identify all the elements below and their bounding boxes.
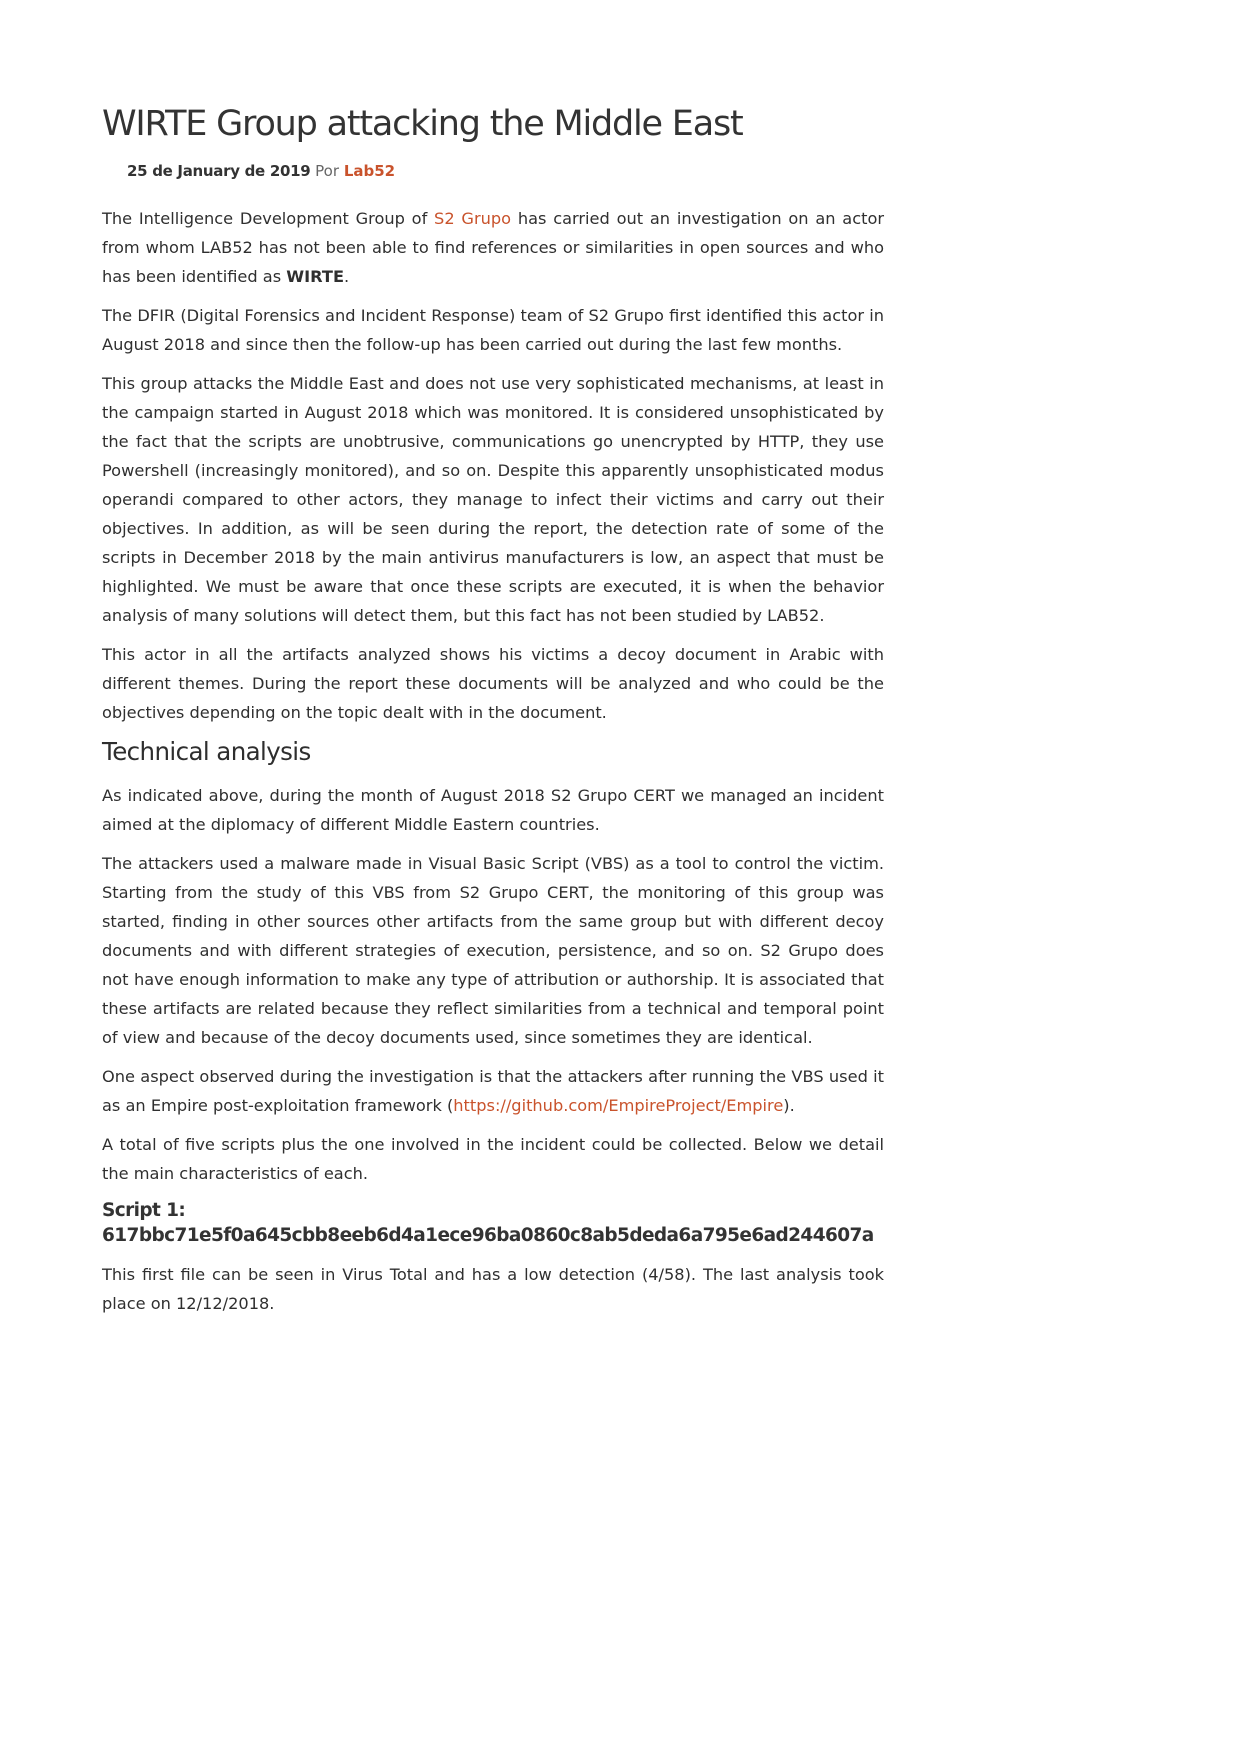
script-1-label: Script 1: [102, 1200, 186, 1221]
script-1-hash: 617bbc71e5f0a645cbb8eeb6d4a1ece96ba0860c8ab5deda6a795e6ad244607a [102, 1225, 874, 1246]
empire-github-link[interactable]: https://github.com/EmpireProject/Empire [453, 1096, 784, 1115]
wirte-bold: WIRTE [286, 267, 344, 286]
p7-text-after: ). [783, 1096, 795, 1115]
paragraph-virus-total: This first file can be seen in Virus Total and has a low detection (4/58). The last analysis took place on 12/12/2018. [102, 1265, 884, 1313]
paragraph-malware-vbs: The attackers used a malware made in Visual Basic Script (VBS) as a tool to control the victim. Starting from the study of this VBS from S2 Grupo CERT, the monitoring of this group was started, finding in other sources other artifacts from the same group but with different decoy documents and with different strategies of execution, persistence, and so on. S2 Grupo does not have enough information to make any type of attribution or authorship. It is associated that these artifacts are related because they reflect similarities from a technical and temporal point of view and because of the decoy documents used, since sometimes they are identical. [102, 854, 884, 1047]
byline-prefix: Por [315, 162, 340, 180]
article [102, 98, 884, 1328]
s2-grupo-link[interactable]: S2 Grupo [434, 209, 512, 228]
article-date: 25 de January de 2019 [127, 162, 311, 180]
script-1-heading [102, 1198, 884, 1248]
paragraph-scripts-total: A total of five scripts plus the one involved in the incident could be collected. Below we detail the main characteristics of each. [102, 1135, 884, 1183]
paragraph-empire [102, 1062, 884, 1120]
article-meta [127, 160, 884, 182]
paragraph-intro [102, 204, 884, 291]
article-title: WIRTE Group attacking the Middle East [102, 104, 743, 144]
author-link[interactable]: Lab52 [343, 162, 396, 180]
section-title-technical-analysis: Technical analysis [102, 737, 311, 766]
paragraph-group-attacks: This group attacks the Middle East and does not use very sophisticated mechanisms, at least in the campaign started in August 2018 which was monitored. It is considered unsophisticated by the fact that the scripts are unobtrusive, communications go unencrypted by HTTP, they use Powershell (increasingly monitored), and so on. Despite this apparently unsophisticated modus operandi compared to other actors, they manage to infect their victims and carry out their objectives. In addition, as will be seen during the report, the detection rate of some of the scripts in December 2018 by the main antivirus manufacturers is low, an aspect that must be highlighted. We must be aware that once these scripts are executed, it is when the behavior analysis of many solutions will detect them, but this fact has not been studied by LAB52. [102, 374, 884, 625]
p7-text-before: One aspect observed during the investigation is that the attackers after running the VBS used it as an Empire post-exploitation framework ( [102, 1067, 884, 1115]
paragraph-incident: As indicated above, during the month of August 2018 S2 Grupo CERT we managed an incident aimed at the diplomacy of different Middle Eastern countries. [102, 786, 884, 834]
p1-text-before: The Intelligence Development Group of [102, 209, 435, 228]
p1-text-after: has carried out an investigation on an actor from whom LAB52 has not been able to find references or similarities in open sources and who has been identified as [102, 209, 884, 286]
paragraph-decoy: This actor in all the artifacts analyzed shows his victims a decoy document in Arabic with different themes. During the report these documents will be analyzed and who could be the objectives depending on the topic dealt with in the document. [102, 645, 884, 722]
paragraph-dfir: The DFIR (Digital Forensics and Incident Response) team of S2 Grupo first identified this actor in August 2018 and since then the follow-up has been carried out during the last few months. [102, 306, 884, 354]
p1-text-end: . [344, 267, 350, 286]
